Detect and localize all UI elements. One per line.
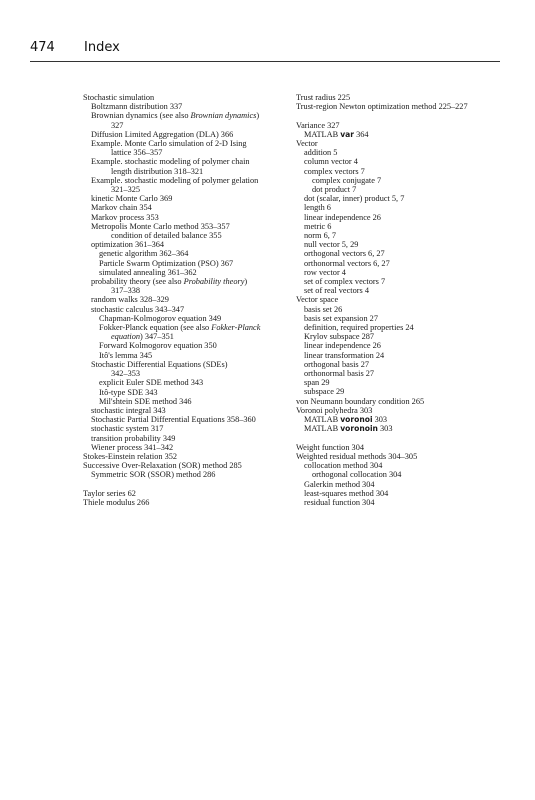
entry-italic-text: Brownian dynamics [190, 111, 257, 121]
entry-text: orthogonal collocation 304 [312, 470, 402, 480]
index-subentry [296, 176, 496, 185]
entry-text: dot (scalar, inner) product 5, 7 [304, 194, 405, 204]
index-subentry [296, 360, 496, 369]
index-subentry [83, 332, 283, 341]
page-number: 474 [30, 40, 55, 55]
index-subentry [83, 249, 283, 258]
index-heading [296, 406, 496, 415]
index-subentry [296, 185, 496, 194]
index-subentry [296, 231, 496, 240]
index-heading [296, 452, 496, 461]
entry-text: Stochastic simulation [83, 93, 155, 102]
index-heading [296, 295, 496, 304]
entry-text: orthonormal basis 27 [304, 369, 375, 379]
index-subentry [83, 360, 283, 369]
entry-text: lattice 356–357 [111, 148, 163, 158]
index-subentry [83, 157, 283, 166]
entry-text: random walks 328–329 [91, 295, 169, 305]
index-heading [83, 93, 283, 102]
entry-text: orthogonal basis 27 [304, 359, 369, 369]
index-subentry [296, 332, 496, 341]
entry-text: Taylor series 62 [83, 488, 136, 498]
index-subentry [83, 341, 283, 350]
entry-text: Thiele modulus 266 [83, 497, 150, 507]
entry-italic-text: equation [111, 332, 141, 342]
index-subentry [83, 424, 283, 433]
entry-text: Galerkin method 304 [304, 479, 375, 489]
index-subentry [296, 194, 496, 203]
index-subentry [296, 249, 496, 258]
entry-text: basis set expansion 27 [304, 313, 378, 323]
entry-text: Example. stochastic modeling of polymer chain [91, 157, 250, 167]
index-subentry [83, 295, 283, 304]
index-subentry [83, 222, 283, 231]
header-rule [30, 61, 500, 62]
entry-text: Vector space [296, 295, 339, 305]
entry-text: 317–338 [111, 286, 141, 296]
entry-text: Forward Kolmogorov equation 350 [99, 341, 217, 351]
index-subentry [296, 415, 496, 424]
index-subentry [296, 369, 496, 378]
entry-text: Successive Over-Relaxation (SOR) method 285 [83, 461, 242, 471]
entry-text: linear independence 26 [304, 212, 381, 222]
index-heading [296, 93, 496, 102]
index-subentry [296, 203, 496, 212]
index-subentry [83, 176, 283, 185]
index-subentry [83, 305, 283, 314]
index-subentry [83, 434, 283, 443]
entry-text: least-squares method 304 [304, 488, 389, 498]
entry-code-text: voronoin [340, 424, 378, 434]
entry-text: kinetic Monte Carlo 369 [91, 194, 173, 204]
index-subentry [83, 194, 283, 203]
entry-text: orthonormal vectors 6, 27 [304, 258, 390, 268]
running-head [30, 40, 500, 62]
index-heading [296, 121, 496, 130]
entry-trailing-text: 364 [354, 129, 369, 139]
entry-text: Particle Swarm Optimization (PSO) 367 [99, 258, 234, 268]
entry-text: MATLAB [304, 415, 341, 425]
entry-text: optimization 361–364 [91, 240, 165, 250]
index-subentry [296, 268, 496, 277]
index-heading [83, 498, 283, 507]
entry-trailing-text: ) [244, 277, 248, 287]
entry-text: metric 6 [304, 221, 332, 231]
index-subentry [83, 415, 283, 424]
entry-italic-text: Fokker-Planck [211, 323, 261, 333]
index-subentry [83, 378, 283, 387]
index-subentry [83, 369, 283, 378]
index-subentry [296, 240, 496, 249]
entry-text: von Neumann boundary condition 265 [296, 396, 425, 406]
index-subentry [296, 286, 496, 295]
index-subentry [296, 489, 496, 498]
entry-text: Itô-type SDE 343 [99, 387, 158, 397]
index-heading [296, 397, 496, 406]
entry-text: Mil'shtein SDE method 346 [99, 396, 192, 406]
entry-text: Diffusion Limited Aggregation (DLA) 366 [91, 129, 234, 139]
entry-text: condition of detailed balance 355 [111, 231, 222, 241]
entry-text: MATLAB [304, 129, 341, 139]
section-title: Index [84, 40, 120, 55]
entry-text: Stokes-Einstein relation 352 [83, 451, 178, 461]
entry-text: Markov process 353 [91, 212, 159, 222]
index-subentry [83, 167, 283, 176]
entry-text: Voronoi polyhedra 303 [296, 405, 373, 415]
entry-text: Stochastic Partial Differential Equations 358–360 [91, 415, 256, 425]
entry-trailing-text: ) [256, 111, 260, 121]
entry-code-text: voronoi [340, 415, 373, 425]
index-subentry [83, 259, 283, 268]
index-subentry [296, 167, 496, 176]
entry-text: norm 6, 7 [304, 231, 337, 241]
index-subentry [83, 102, 283, 111]
entry-gap [296, 434, 496, 443]
entry-text: Boltzmann distribution 337 [91, 102, 183, 112]
entry-text: Markov chain 354 [91, 203, 152, 213]
index-subentry [296, 213, 496, 222]
index-heading [83, 452, 283, 461]
entry-gap [296, 111, 496, 120]
entry-text: 342–353 [111, 369, 141, 379]
entry-text: stochastic calculus 343–347 [91, 304, 185, 314]
index-subentry [296, 130, 496, 139]
entry-text: Itô's lemma 345 [99, 350, 153, 360]
index-subentry [83, 240, 283, 249]
entry-text: set of real vectors 4 [304, 286, 369, 296]
entry-text: Chapman-Kolmogorov equation 349 [99, 313, 222, 323]
index-subentry [296, 157, 496, 166]
index-subentry [296, 498, 496, 507]
index-subentry [83, 277, 283, 286]
index-subentry [83, 443, 283, 452]
entry-text: complex vectors 7 [304, 166, 365, 176]
entry-text: row vector 4 [304, 267, 346, 277]
entry-italic-text: Probability theory [183, 277, 245, 287]
entry-text: stochastic integral 343 [91, 405, 166, 415]
index-subentry [83, 286, 283, 295]
index-subentry [83, 213, 283, 222]
entry-text: set of complex vectors 7 [304, 277, 386, 287]
index-subentry [83, 148, 283, 157]
entry-text: Fokker-Planck equation (see also [99, 323, 212, 333]
index-subentry [83, 268, 283, 277]
entry-text: MATLAB [304, 424, 341, 434]
entry-text: complex conjugate 7 [312, 175, 382, 185]
entry-text: subspace 29 [304, 387, 345, 397]
index-subentry [83, 397, 283, 406]
entry-text: Variance 327 [296, 120, 340, 130]
entry-text: linear independence 26 [304, 341, 381, 351]
index-subentry [83, 323, 283, 332]
entry-text: Example. Monte Carlo simulation of 2-D Ising [91, 139, 247, 149]
index-subentry [296, 470, 496, 479]
index-column-left [83, 93, 283, 507]
entry-text: orthogonal vectors 6, 27 [304, 249, 385, 259]
index-subentry [83, 130, 283, 139]
index-subentry [296, 259, 496, 268]
entry-text: probability theory (see also [91, 277, 184, 287]
entry-text: genetic algorithm 362–364 [99, 249, 189, 259]
index-subentry [296, 305, 496, 314]
index-heading [296, 102, 496, 111]
entry-text: linear transformation 24 [304, 350, 385, 360]
entry-text: simulated annealing 361–362 [99, 267, 197, 277]
index-subentry [83, 470, 283, 479]
entry-text: span 29 [304, 378, 330, 388]
index-subentry [296, 314, 496, 323]
index-heading [83, 489, 283, 498]
entry-text: dot product 7 [312, 185, 357, 195]
entry-text: column vector 4 [304, 157, 358, 167]
index-subentry [83, 203, 283, 212]
index-subentry [296, 480, 496, 489]
entry-trailing-text: ) 347–351 [140, 332, 174, 342]
entry-text: definition, required properties 24 [304, 323, 414, 333]
entry-text: residual function 304 [304, 497, 375, 507]
index-subentry [296, 387, 496, 396]
entry-text: Symmetric SOR (SSOR) method 286 [91, 470, 216, 480]
index-subentry [83, 111, 283, 120]
index-subentry [83, 351, 283, 360]
entry-text: Metropolis Monte Carlo method 353–357 [91, 221, 230, 231]
entry-text: stochastic system 317 [91, 424, 164, 434]
index-subentry [83, 185, 283, 194]
index-subentry [296, 277, 496, 286]
index-subentry [296, 341, 496, 350]
entry-text: basis set 26 [304, 304, 343, 314]
index-subentry [296, 351, 496, 360]
entry-text: null vector 5, 29 [304, 240, 359, 250]
index-subentry [83, 121, 283, 130]
entry-code-text: var [340, 129, 355, 139]
index-subentry [296, 222, 496, 231]
entry-text: addition 5 [304, 148, 338, 158]
index-subentry [83, 388, 283, 397]
index-heading [296, 139, 496, 148]
entry-text: explicit Euler SDE method 343 [99, 378, 204, 388]
entry-text: 321–325 [111, 185, 141, 195]
index-subentry [83, 406, 283, 415]
entry-gap [83, 480, 283, 489]
entry-text: Trust-region Newton optimization method 225–227 [296, 102, 468, 112]
entry-text: Trust radius 225 [296, 93, 351, 102]
entry-text: Brownian dynamics (see also [91, 111, 191, 121]
index-subentry [83, 231, 283, 240]
entry-text: Weighted residual methods 304–305 [296, 451, 418, 461]
index-subentry [296, 323, 496, 332]
index-subentry [296, 424, 496, 433]
index-heading [296, 443, 496, 452]
index-subentry [296, 461, 496, 470]
index-subentry [83, 139, 283, 148]
entry-text: Vector [296, 139, 318, 148]
entry-text: Weight function 304 [296, 442, 364, 452]
index-subentry [296, 378, 496, 387]
entry-text: length 6 [304, 203, 331, 213]
entry-trailing-text: 303 [377, 424, 393, 434]
entry-text: 327 [111, 120, 124, 130]
entry-text: Wiener process 341–342 [91, 442, 174, 452]
entry-text: length distribution 318–321 [111, 166, 204, 176]
entry-text: Example. stochastic modeling of polymer gelation [91, 175, 259, 185]
entry-trailing-text: 303 [372, 415, 388, 425]
index-subentry [296, 148, 496, 157]
index-subentry [83, 314, 283, 323]
index-column-right [296, 93, 496, 507]
entry-text: Stochastic Differential Equations (SDEs) [91, 359, 228, 369]
entry-text: collocation method 304 [304, 461, 383, 471]
entry-text: transition probability 349 [91, 433, 176, 443]
entry-text: Krylov subspace 287 [304, 332, 375, 342]
index-heading [83, 461, 283, 470]
